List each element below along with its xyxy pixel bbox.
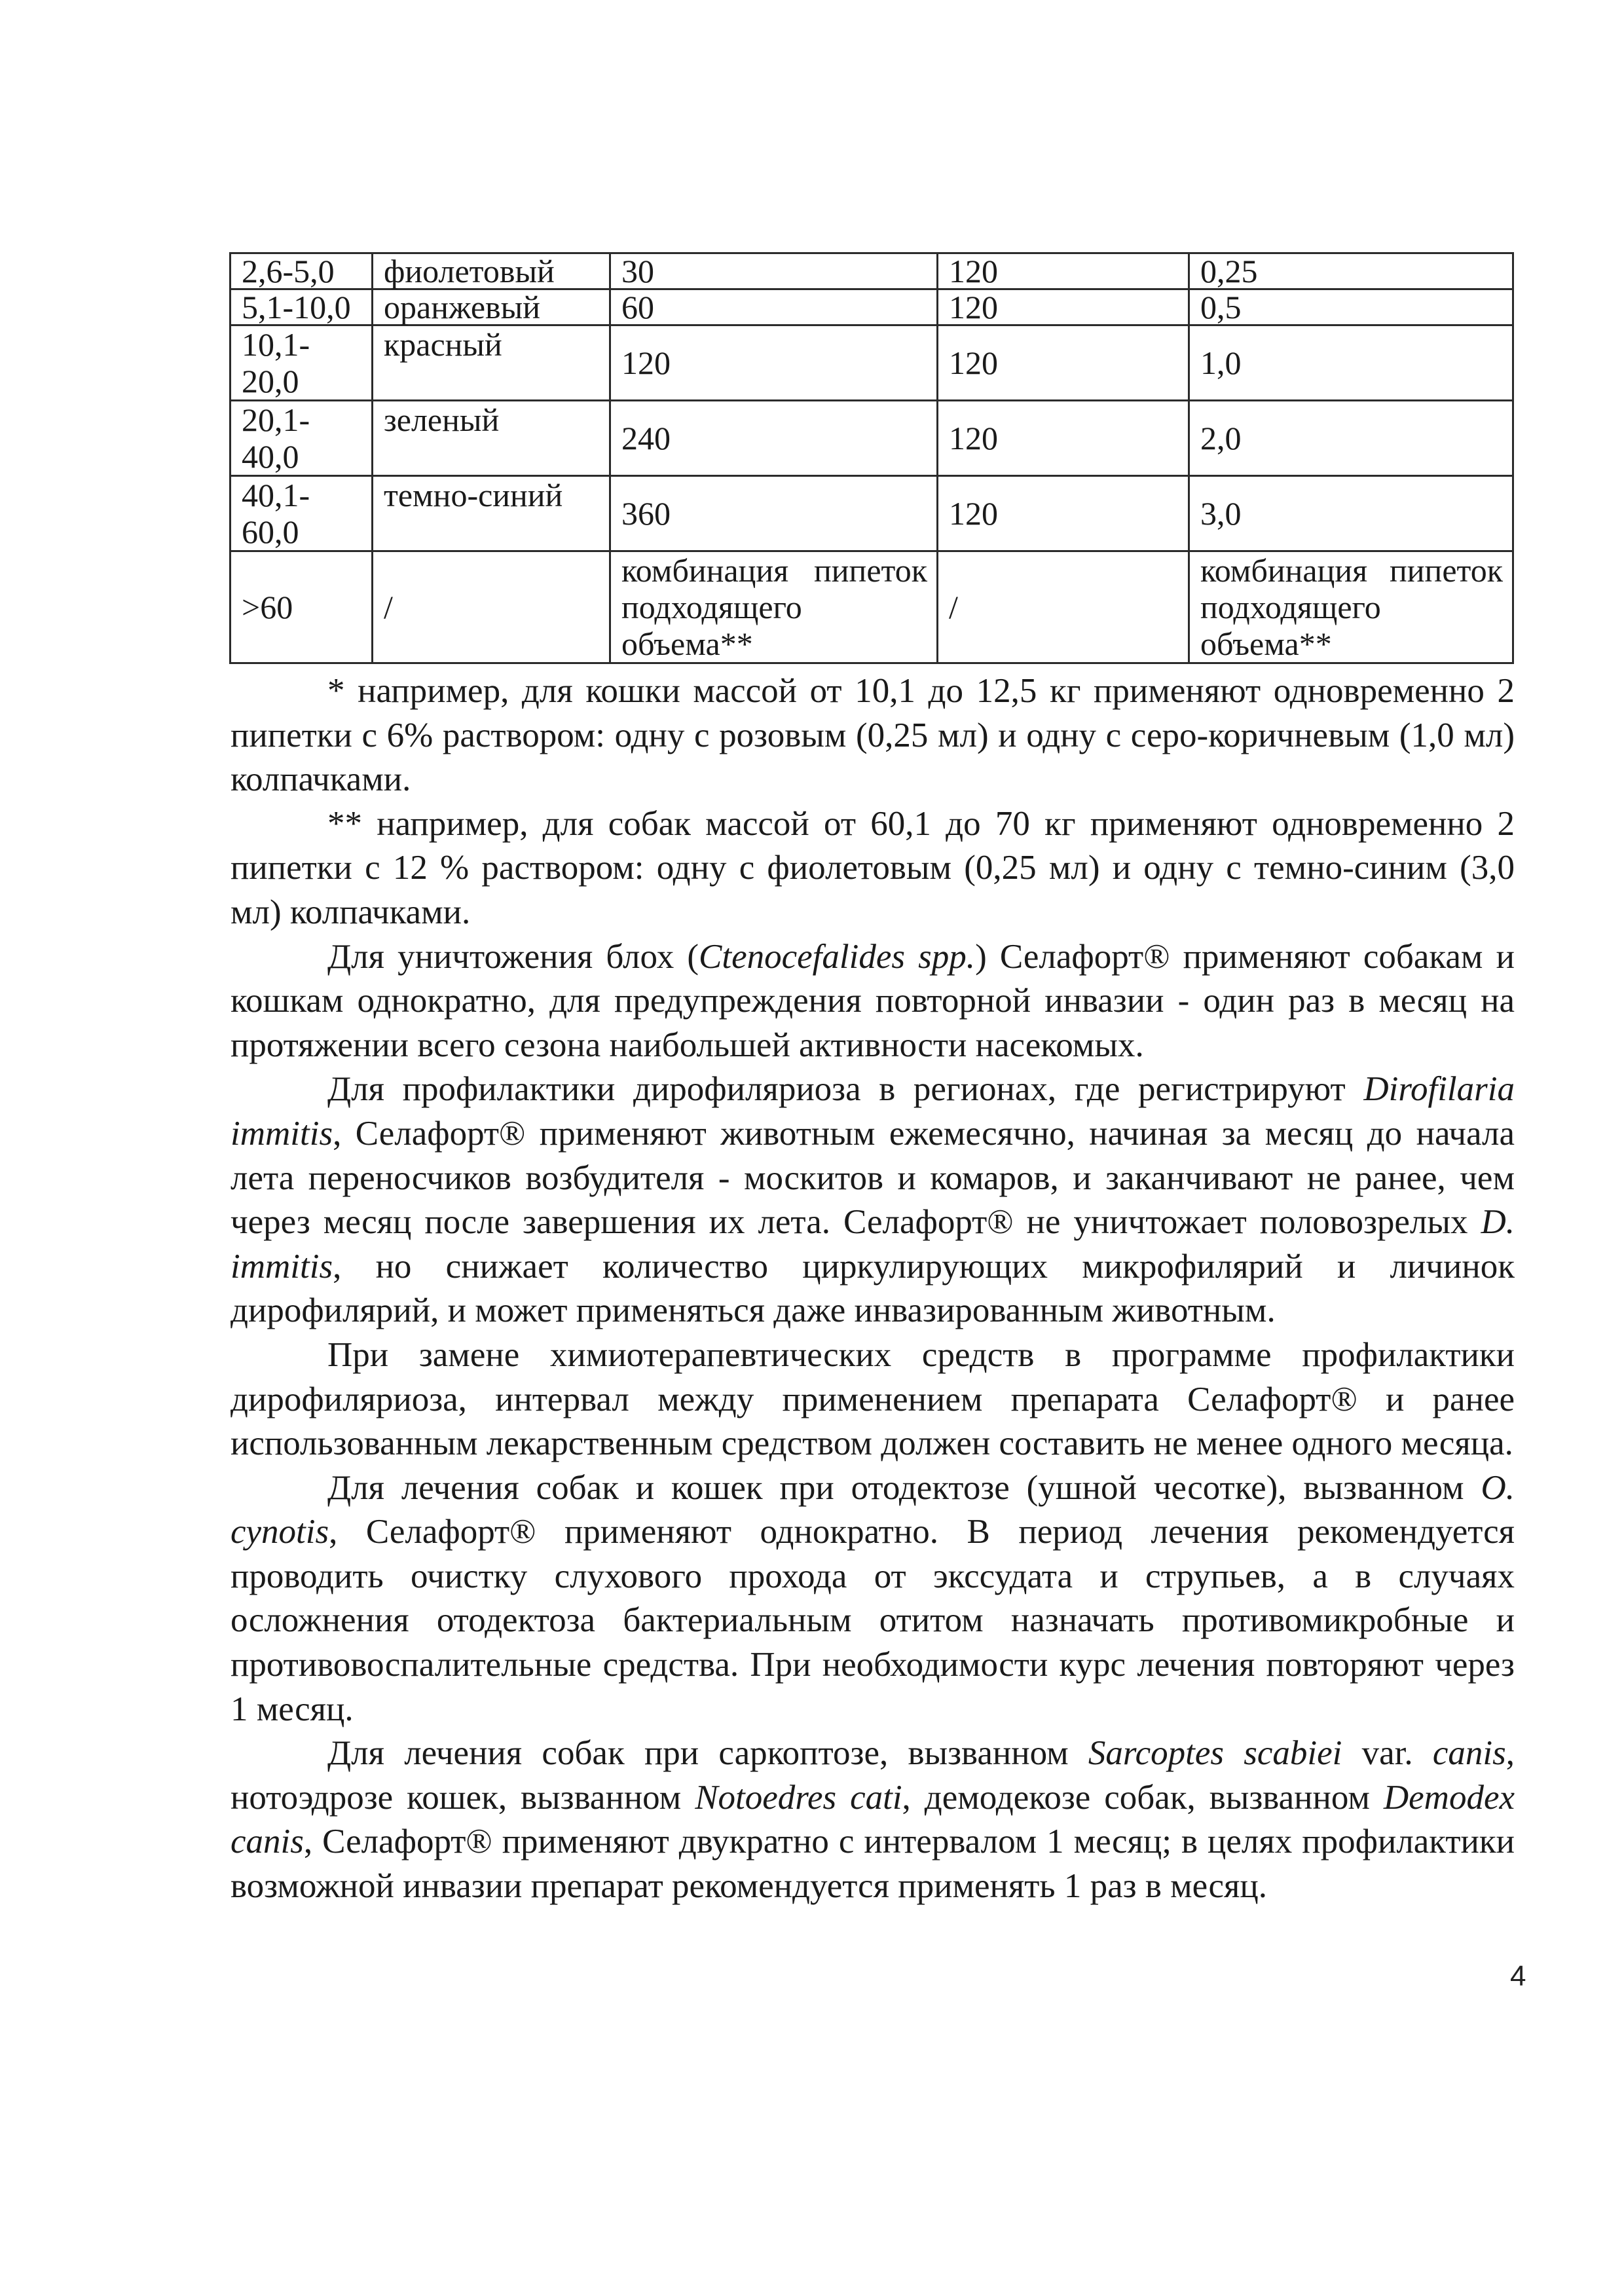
table-row bbox=[231, 401, 1513, 476]
weight-cell: 40,1-60,0 bbox=[231, 476, 373, 551]
weight-cell: 2,6-5,0 bbox=[231, 253, 373, 289]
text: , демодекозе собак, вызванном bbox=[902, 1778, 1384, 1817]
text: ) Селафорт® применяют собакам и кошкам однократно, для предупреждения повторной инвазии - один раз в месяц на протяжении всего сезона наибольшей активности насекомых. bbox=[231, 937, 1515, 1064]
volume-ml-cell: 0,5 bbox=[1189, 289, 1513, 325]
table-row bbox=[231, 551, 1513, 663]
table-row bbox=[231, 325, 1513, 401]
dose-mg-cell: 360 bbox=[610, 476, 938, 551]
species-name: Sarcoptes scabiei bbox=[1088, 1734, 1342, 1773]
dose-mg-cell: 240 bbox=[610, 401, 938, 476]
text: , но снижает количество циркулирующих микрофилярий и личинок дирофилярий, и может применяться даже инвазированным животным. bbox=[231, 1247, 1515, 1330]
volume-ml-cell: 3,0 bbox=[1189, 476, 1513, 551]
concentration-cell: 120 bbox=[938, 325, 1189, 401]
dose-mg-cell: 120 bbox=[610, 325, 938, 401]
text: , Селафорт® применяют однократно. В период лечения рекомендуется проводить очистку слухового прохода от экссудата и струпьев, а в случаях осложнения отодектоза бактериальным отитом назначать противомикробные и противовоспалительные средства. При необходимости курс лечения повторяют через 1 месяц. bbox=[231, 1513, 1515, 1728]
paragraph-dirofilariasis bbox=[231, 1067, 1515, 1333]
weight-cell: 20,1-40,0 bbox=[231, 401, 373, 476]
concentration-cell: 120 bbox=[938, 289, 1189, 325]
table-row bbox=[231, 476, 1513, 551]
concentration-cell: 120 bbox=[938, 401, 1189, 476]
paragraph-fleas bbox=[231, 935, 1515, 1068]
body-text bbox=[231, 669, 1515, 1909]
paragraph-sarcoptosis bbox=[231, 1731, 1515, 1908]
concentration-cell: 120 bbox=[938, 476, 1189, 551]
paragraph-replacement: При замене химиотерапевтических средств в программе профилактики дирофиляриоза, интервал между применением препарата Селафорт® и ранее использованным лекарственным средством должен составить не менее одного месяца. bbox=[231, 1335, 1515, 1463]
text: , Селафорт® применяют двукратно с интервалом 1 месяц; в целях профилактики возможной инвазии препарат рекомендуется применять 1 раз в месяц. bbox=[231, 1823, 1515, 1906]
text: Для лечения собак и кошек при отодектозе (ушной чесотке), вызванном bbox=[327, 1468, 1481, 1507]
species-name: D. immitis bbox=[231, 1203, 1515, 1286]
weight-cell: 5,1-10,0 bbox=[231, 289, 373, 325]
species-name: Ctenocefalides spp. bbox=[699, 937, 976, 976]
paragraph-otodectosis bbox=[231, 1466, 1515, 1732]
text: , Селафорт® применяют животным ежемесячно, начиная за месяц до начала лета переносчиков возбудителя - москитов и комаров, и заканчивают не ранее, чем через месяц после завершения их лета. Селафорт® не уничтожает половозрелых bbox=[231, 1114, 1515, 1242]
species-name: Notoedres cati bbox=[695, 1778, 902, 1817]
cap-color-cell: / bbox=[373, 551, 610, 663]
species-name: O. cynotis bbox=[231, 1468, 1515, 1551]
text: Для уничтожения блох ( bbox=[327, 937, 699, 976]
dose-mg-cell: комбинация пипеток подходящего объема** bbox=[610, 551, 938, 663]
footnote-single-star: * например, для кошки массой от 10,1 до 12,5 кг применяют одновременно 2 пипетки с 6% раствором: одну с розовым (0,25 мл) и одну с серо-коричневым (1,0 мл) колпачками. bbox=[231, 672, 1515, 799]
page-number: 4 bbox=[1510, 1960, 1526, 1992]
concentration-cell: / bbox=[938, 551, 1189, 663]
cap-color-cell: зеленый bbox=[373, 401, 610, 476]
dose-mg-cell: 60 bbox=[610, 289, 938, 325]
text: Для профилактики дирофиляриоза в регионах, где регистрируют bbox=[327, 1070, 1364, 1109]
volume-ml-cell: 0,25 bbox=[1189, 253, 1513, 289]
cap-color-cell: темно-синий bbox=[373, 476, 610, 551]
table-row bbox=[231, 289, 1513, 325]
cap-color-cell: фиолетовый bbox=[373, 253, 610, 289]
species-name: canis bbox=[1432, 1734, 1506, 1773]
volume-ml-cell: комбинация пипеток подходящего объема** bbox=[1189, 551, 1513, 663]
text: var. bbox=[1342, 1734, 1433, 1773]
concentration-cell: 120 bbox=[938, 253, 1189, 289]
dose-mg-cell: 30 bbox=[610, 253, 938, 289]
weight-cell: 10,1-20,0 bbox=[231, 325, 373, 401]
weight-cell: >60 bbox=[231, 551, 373, 663]
volume-ml-cell: 2,0 bbox=[1189, 401, 1513, 476]
volume-ml-cell: 1,0 bbox=[1189, 325, 1513, 401]
footnote-double-star: ** например, для собак массой от 60,1 до 70 кг применяют одновременно 2 пипетки с 12 % раствором: одну с фиолетовым (0,25 мл) и одну с темно-синим (3,0 мл) колпачками. bbox=[231, 804, 1515, 931]
cap-color-cell: красный bbox=[373, 325, 610, 401]
species-name: Dirofilaria immitis bbox=[231, 1070, 1515, 1153]
species-name: Demodex canis bbox=[231, 1778, 1515, 1861]
cap-color-cell: оранжевый bbox=[373, 289, 610, 325]
text: Для лечения собак при саркоптозе, вызванном bbox=[327, 1734, 1088, 1773]
table-row bbox=[231, 253, 1513, 289]
text: , нотоэдрозе кошек, вызванном bbox=[231, 1734, 1515, 1817]
dosage-table bbox=[229, 252, 1514, 664]
